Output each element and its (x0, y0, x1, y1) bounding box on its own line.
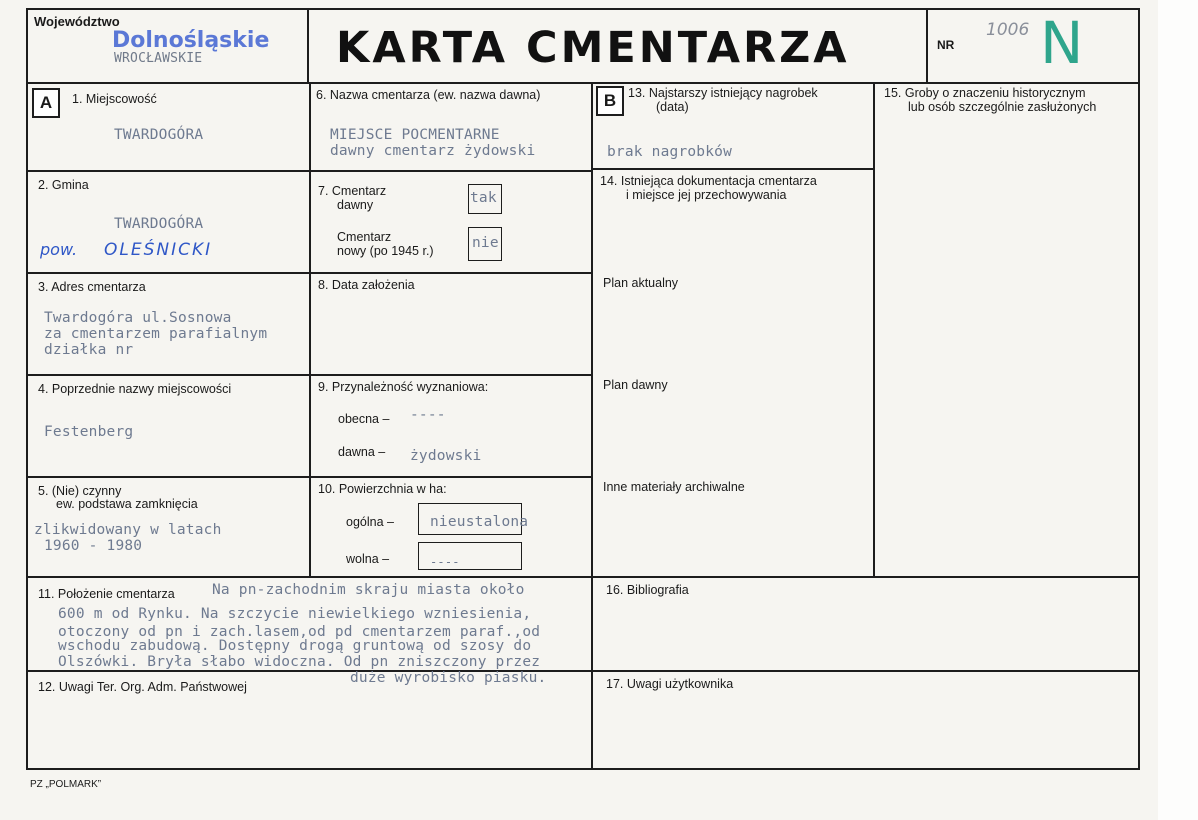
field-11-line-3: otoczony od pn i zach.lasem,od pd cmentarzem paraf.,od (58, 624, 541, 640)
field-1-value: TWARDOGÓRA (114, 127, 204, 143)
border-top (26, 8, 1140, 10)
region-typed: WROCŁAWSKIE (114, 51, 203, 66)
col-1-right (309, 82, 311, 578)
field-15-label-2: lub osób szczególnie zasłużonych (908, 100, 1097, 114)
row-a1 (26, 170, 593, 172)
mark-letter: N (1040, 9, 1084, 77)
field-8-label: 8. Data założenia (318, 278, 415, 292)
field-9-current-value: ---- (410, 407, 446, 423)
field-3-line-1: Twardogóra ul.Sosnowa (44, 310, 232, 326)
field-13-value: brak nagrobków (607, 144, 733, 160)
field-6-line-2: dawny cmentarz żydowski (330, 143, 536, 159)
section-b-marker: B (596, 86, 624, 116)
field-9-label: 9. Przynależność wyznaniowa: (318, 380, 489, 394)
field-3-line-2: za cmentarzem parafialnym (44, 326, 268, 342)
field-14-label-2: i miejsce jej przechowywania (626, 188, 787, 202)
row-lower (26, 670, 1140, 672)
field-11-line-1: Na pn-zachodnim skraju miasta około (212, 582, 525, 598)
field-11-line-6: duże wyrobisko piasku. (350, 670, 547, 686)
field-4-value: Festenberg (44, 424, 134, 440)
field-14-plan-old: Plan dawny (603, 378, 668, 392)
field-5-line-2: 1960 - 1980 (44, 538, 143, 554)
section-a-marker: A (32, 88, 60, 118)
field-10-free-value: ---- (430, 555, 460, 569)
field-15-label-1: 15. Groby o znaczeniu historycznym (884, 86, 1086, 100)
field-2-value: TWARDOGÓRA (114, 216, 204, 232)
border-bottom (26, 768, 1140, 770)
field-10-total-label: ogólna – (346, 515, 394, 529)
field-6-line-1: MIEJSCE POCMENTARNE (330, 127, 500, 143)
nr-label: NR (937, 38, 955, 52)
col-2-right (591, 82, 593, 770)
field-9-former-label: dawna – (338, 445, 386, 459)
field-10-total-value: nieustalona (430, 514, 529, 530)
field-2-hand-prefix: pow. (40, 240, 78, 259)
col-3-right (873, 82, 875, 578)
field-9-former-value: żydowski (410, 448, 482, 464)
field-17-label: 17. Uwagi użytkownika (606, 677, 734, 691)
card-title: KARTA CMENTARZA (336, 23, 850, 73)
header-split-1 (307, 8, 309, 84)
field-12-label: 12. Uwagi Ter. Org. Adm. Państwowej (38, 680, 247, 694)
nr-value: 1006 (986, 20, 1030, 40)
printer-imprint: PZ „POLMARK” (30, 779, 102, 790)
field-11-line-2: 600 m od Rynku. Na szczycie niewielkiego wzniesienia, (58, 606, 532, 622)
row-a3 (26, 374, 593, 376)
region-stamp: Dolnośląskie (112, 28, 270, 53)
field-16-label: 16. Bibliografia (606, 583, 689, 597)
header-divider (26, 82, 1140, 84)
field-2-hand-value: OLEŚNICKI (104, 240, 213, 260)
field-11-line-4: wschodu zabudową. Dostępny drogą gruntową od szosy do (58, 638, 532, 654)
field-10-label: 10. Powierzchnia w ha: (318, 482, 447, 496)
field-13-label-1: 13. Najstarszy istniejący nagrobek (628, 86, 818, 100)
field-11-line-5: Olszówki. Bryła słabo widoczna. Od pn zniszczony przez (58, 654, 541, 670)
scan-margin (1158, 0, 1198, 820)
field-11-label: 11. Położenie cmentarza (38, 587, 175, 601)
field-7-label-old-1: 7. Cmentarz (318, 184, 387, 198)
row-a4 (26, 476, 593, 478)
row-b1 (591, 168, 875, 170)
border-left (26, 8, 28, 770)
header-split-2 (926, 8, 928, 84)
field-13-label-2: (data) (656, 100, 689, 114)
field-10-free-label: wolna – (346, 552, 390, 566)
field-7-label-new-2: nowy (po 1945 r.) (337, 244, 434, 258)
field-6-label: 6. Nazwa cmentarza (ew. nazwa dawna) (316, 88, 541, 102)
field-14-label-1: 14. Istniejąca dokumentacja cmentarza (600, 174, 817, 188)
field-7-label-new-1: Cmentarz (337, 230, 392, 244)
field-7-new-value: nie (472, 235, 499, 251)
field-5-line-1: zlikwidowany w latach (34, 522, 222, 538)
row-main (26, 576, 1140, 578)
field-14-plan-current: Plan aktualny (603, 276, 679, 290)
field-5-label-1: 5. (Nie) czynny (38, 484, 122, 498)
field-7-label-old-2: dawny (337, 198, 374, 212)
border-right (1138, 8, 1140, 770)
row-a2 (26, 272, 593, 274)
field-1-label: 1. Miejscowość (72, 92, 157, 106)
wojewodztwo-label: Województwo (34, 14, 120, 29)
field-5-label-2: ew. podstawa zamknięcia (56, 497, 198, 511)
field-14-other: Inne materiały archiwalne (603, 480, 745, 494)
field-3-line-3: działka nr (44, 342, 134, 358)
field-3-label: 3. Adres cmentarza (38, 280, 146, 294)
field-9-current-label: obecna – (338, 412, 390, 426)
field-4-label: 4. Poprzednie nazwy miejscowości (38, 382, 232, 396)
field-7-old-value: tak (470, 190, 497, 206)
field-2-label: 2. Gmina (38, 178, 89, 192)
